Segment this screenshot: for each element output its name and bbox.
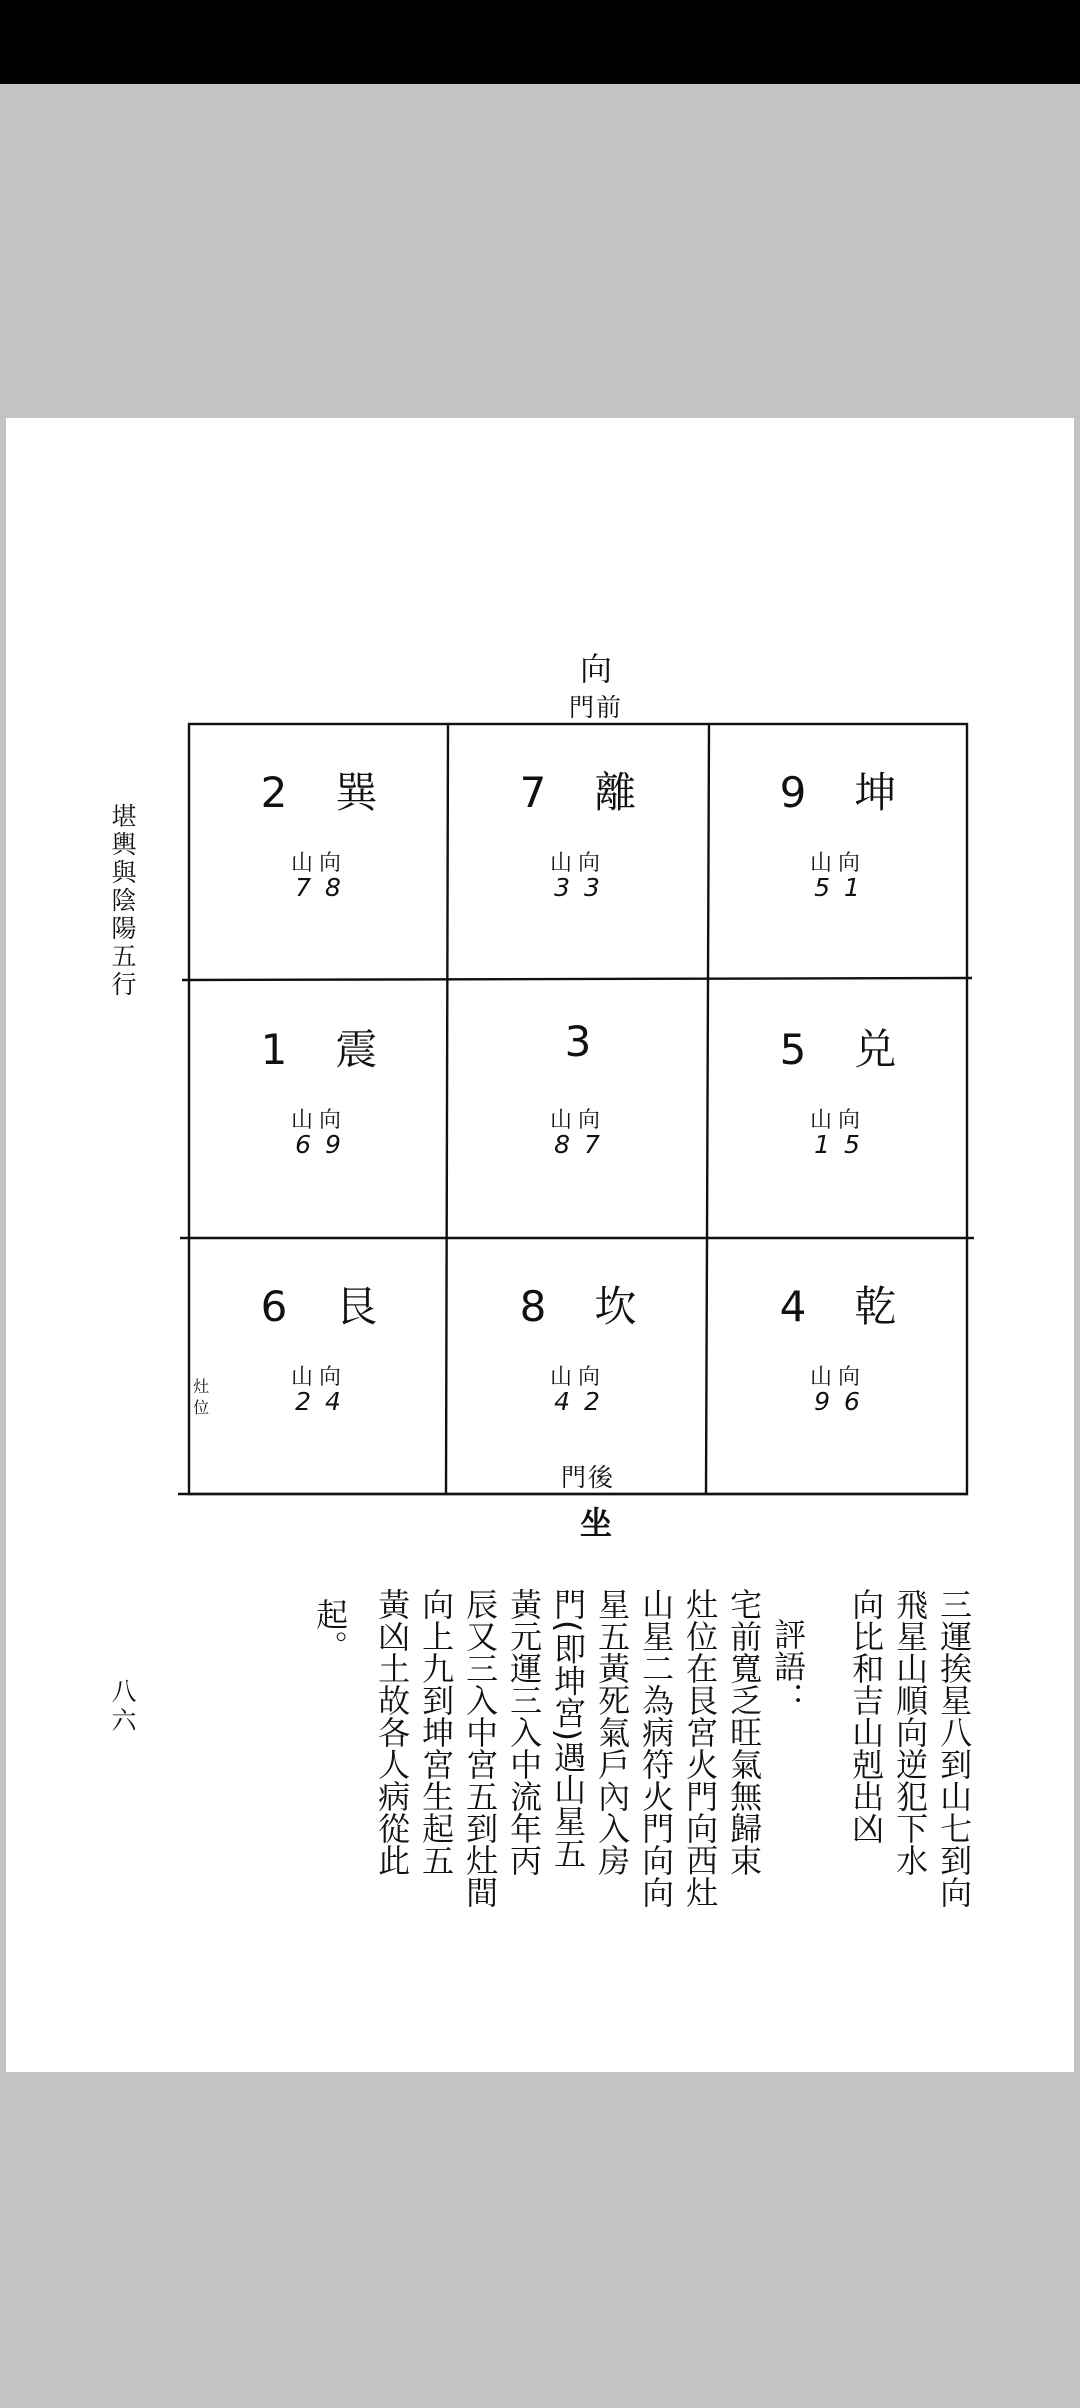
star-numbers [709, 1389, 967, 1415]
cell-header [709, 760, 967, 820]
base-star-number: 9 [779, 768, 807, 817]
cell-header [449, 1017, 707, 1066]
star-labels: 山向 [290, 851, 347, 876]
facing-star: 9 [325, 1130, 355, 1160]
note-column: 起。 [311, 1598, 350, 1662]
direction-bottom-label: 坐 [579, 1504, 612, 1542]
grid-cell [190, 1238, 448, 1494]
note-column: 評語： [769, 1618, 808, 1714]
base-star-number: 8 [519, 1282, 547, 1331]
facing-star: 8 [325, 873, 355, 903]
door-front-label: 門前 [568, 693, 623, 722]
trigram-label: 震 [335, 1025, 378, 1074]
note-column: 辰又三入中宮五到灶間 [461, 1588, 500, 1908]
star-pair [190, 852, 448, 901]
note-column: 黃元運三入中流年丙 [505, 1588, 544, 1876]
trigram-label: 乾 [854, 1282, 897, 1331]
mountain-star: 2 [295, 1387, 325, 1417]
star-pair [709, 1366, 967, 1415]
star-pair [449, 852, 707, 901]
grid-cell [709, 981, 967, 1237]
grid-cell [709, 724, 967, 980]
trigram-label: 坤 [854, 768, 897, 817]
star-pair [449, 1109, 707, 1158]
star-numbers [190, 875, 448, 901]
mountain-star: 5 [814, 873, 844, 903]
base-star-number: 2 [260, 768, 288, 817]
note-column: 宅前寬乏旺氣無歸束 [725, 1588, 764, 1876]
star-pair [709, 852, 967, 901]
cell-header [190, 760, 448, 820]
stove-mark: 灶 位 [190, 1378, 210, 1416]
star-labels: 山向 [809, 1108, 866, 1133]
top-bar [0, 0, 1080, 84]
grid-cell [449, 724, 707, 980]
star-numbers [449, 1132, 707, 1158]
base-star-number: 5 [779, 1025, 807, 1074]
note-column: 灶位在艮宮火門向西灶 [681, 1588, 720, 1908]
mountain-star: 1 [814, 1130, 844, 1160]
side-title: 堪輿與陰陽五行 [108, 803, 137, 999]
facing-star: 7 [584, 1130, 614, 1160]
trigram-label: 坎 [594, 1282, 637, 1331]
mountain-star: 9 [814, 1387, 844, 1417]
facing-star: 4 [325, 1387, 355, 1417]
base-star-number: 4 [779, 1282, 807, 1331]
star-labels: 山向 [549, 851, 606, 876]
base-star-number: 6 [260, 1282, 288, 1331]
trigram-label: 兑 [854, 1025, 897, 1074]
mountain-star: 7 [295, 873, 325, 903]
star-labels: 山向 [809, 1365, 866, 1390]
document-page [6, 418, 1074, 2072]
direction-top-label: 向 [579, 650, 612, 688]
facing-star: 6 [844, 1387, 874, 1417]
star-numbers [449, 875, 707, 901]
star-pair [709, 1109, 967, 1158]
facing-star: 1 [844, 873, 874, 903]
grid-cell [449, 981, 707, 1237]
star-numbers [709, 875, 967, 901]
base-star-number: 3 [564, 1017, 592, 1066]
grid-cell [190, 981, 448, 1237]
note-column: 山星二為病符火門向向 [637, 1588, 676, 1908]
facing-star: 5 [844, 1130, 874, 1160]
door-back-label: 門後 [560, 1463, 615, 1492]
star-pair [449, 1366, 707, 1415]
star-numbers [190, 1389, 448, 1415]
facing-star: 3 [584, 873, 614, 903]
cell-header [190, 1274, 448, 1334]
trigram-label: 艮 [335, 1282, 378, 1331]
mountain-star: 3 [554, 873, 584, 903]
facing-star: 2 [584, 1387, 614, 1417]
base-star-number: 1 [260, 1025, 288, 1074]
star-numbers [709, 1132, 967, 1158]
star-pair [190, 1366, 448, 1415]
mountain-star: 4 [554, 1387, 584, 1417]
cell-header [449, 760, 707, 820]
note-column: 向比和吉山剋出凶 [847, 1588, 886, 1844]
trigram-label: 離 [594, 768, 637, 817]
cell-header [190, 1017, 448, 1077]
page-number: 八六 [108, 1678, 137, 1736]
note-column: 飛星山順向逆犯下水 [891, 1588, 930, 1876]
note-column: 向上九到坤宮生起五 [417, 1588, 456, 1876]
star-labels: 山向 [290, 1108, 347, 1133]
cell-header [449, 1274, 707, 1334]
mountain-star: 8 [554, 1130, 584, 1160]
grid-cell [709, 1238, 967, 1494]
star-numbers [190, 1132, 448, 1158]
grid-cell [190, 724, 448, 980]
star-labels: 山向 [549, 1108, 606, 1133]
cell-header [709, 1274, 967, 1334]
note-column: 三運挨星八到山七到向 [935, 1588, 974, 1908]
trigram-label: 巽 [335, 768, 378, 817]
grid-cell [449, 1238, 707, 1494]
star-labels: 山向 [290, 1365, 347, 1390]
mountain-star: 6 [295, 1130, 325, 1160]
cell-header [709, 1017, 967, 1077]
note-column: 門(即坤宮)遇山星五 [549, 1588, 588, 1869]
note-column: 黃凶土故各人病從此 [373, 1588, 412, 1876]
star-labels: 山向 [809, 851, 866, 876]
star-numbers [449, 1389, 707, 1415]
base-star-number: 7 [519, 768, 547, 817]
note-column: 星五黃死氣戶內入房 [593, 1588, 632, 1876]
star-labels: 山向 [549, 1365, 606, 1390]
handwritten-notes [306, 1588, 986, 2128]
star-pair [190, 1109, 448, 1158]
